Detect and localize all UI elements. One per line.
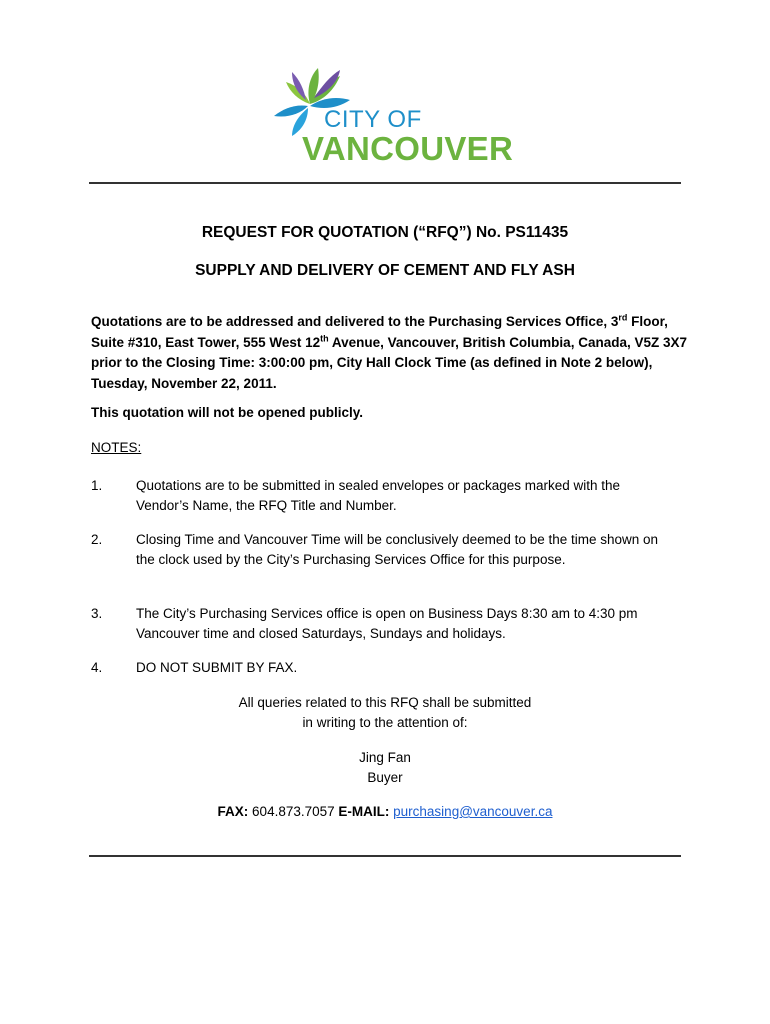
not-opened-statement: This quotation will not be opened publicly. — [91, 405, 363, 420]
intro-superscript-th: th — [320, 333, 329, 343]
note-number: 2. — [91, 532, 103, 547]
buyer-title: Buyer — [367, 770, 403, 785]
queries-line-1: All queries related to this RFQ shall be submitted — [238, 695, 532, 710]
notes-heading: NOTES: — [91, 440, 142, 455]
intro-text-part-2: Floor, Suite #310, East Tower, 555 West 12 — [91, 314, 668, 350]
note-text: Quotations are to be submitted in sealed envelopes or packages marked with the Vendor’s Name, the RFQ Title and Number. — [136, 478, 621, 513]
document-subtitle: SUPPLY AND DELIVERY OF CEMENT AND FLY ASH — [195, 262, 575, 279]
note-text: Closing Time and Vancouver Time will be conclusively deemed to be the time shown on the clock used by the City’s Purchasing Services Office for this purpose. — [136, 532, 659, 567]
intro-paragraph — [91, 312, 691, 394]
buyer-name: Jing Fan — [359, 750, 411, 765]
email-link[interactable]: purchasing@vancouver.ca — [393, 804, 553, 819]
intro-text-part-3: Avenue, Vancouver, British Columbia, Canada, V5Z 3X7 prior to the Closing Time: 3:00:00 pm, City Hall Clock Time (as defined in Note 2 below), Tuesday, November 22, 2011. — [91, 334, 687, 391]
note-number: 1. — [91, 478, 103, 493]
note-text: The City’s Purchasing Services office is open on Business Days 8:30 am to 4:30 pm Vancouver time and closed Saturdays, Sundays and holidays. — [136, 606, 638, 641]
intro-superscript-rd: rd — [618, 312, 628, 323]
document-title: REQUEST FOR QUOTATION (“RFQ”) No. PS11435 — [201, 224, 569, 241]
note-number: 3. — [91, 606, 103, 621]
top-divider — [89, 182, 681, 184]
bottom-divider — [89, 855, 681, 857]
note-text: DO NOT SUBMIT BY FAX. — [136, 660, 298, 675]
logo-vancouver-text: VANCOUVER — [302, 130, 514, 167]
intro-text-part-1: Quotations are to be addressed and delivered to the Purchasing Services Office, 3 — [91, 314, 619, 329]
fax-label: FAX: — [217, 804, 249, 819]
email-label: E-MAIL: — [338, 804, 390, 819]
logo-city-of-text: CITY OF — [324, 106, 422, 133]
contact-line — [0, 802, 770, 822]
note-number: 4. — [91, 660, 103, 675]
city-of-vancouver-logo — [270, 64, 514, 176]
queries-line-2: in writing to the attention of: — [302, 715, 468, 730]
fax-number: 604.873.7057 — [248, 804, 339, 819]
